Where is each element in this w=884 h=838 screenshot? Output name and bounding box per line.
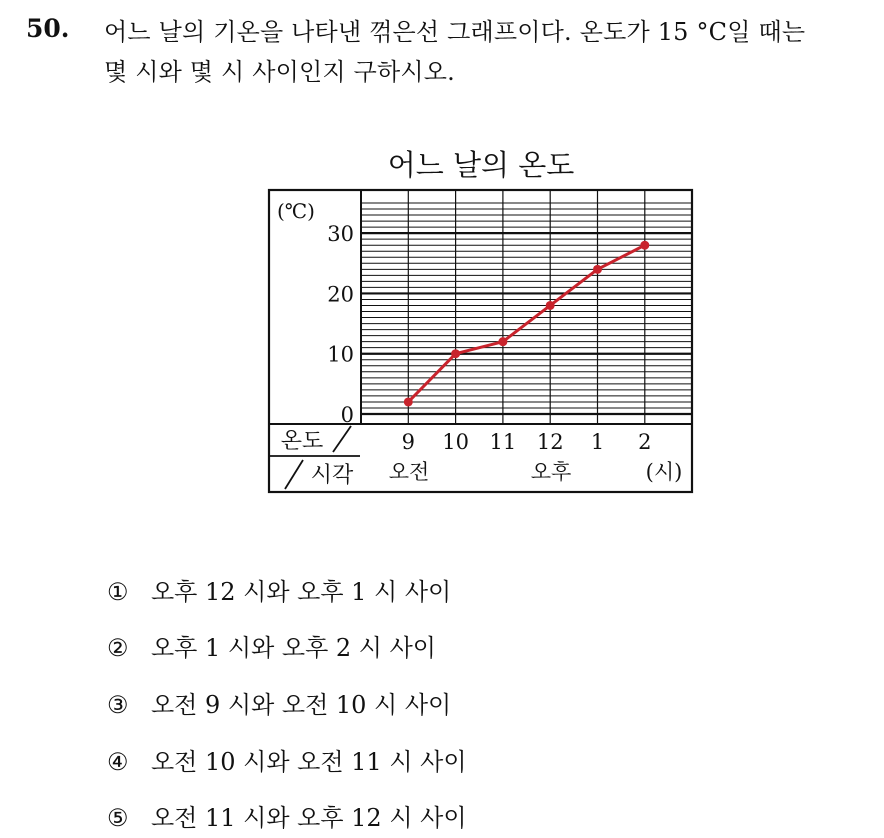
x-tick-label: 10 — [442, 430, 469, 454]
x-tick-label: 11 — [489, 430, 517, 454]
am-label: 오전 — [388, 460, 430, 484]
data-point — [404, 397, 413, 406]
y-tick-labels — [327, 222, 354, 427]
chart-title: 어느 날의 온도 — [387, 148, 575, 182]
axis-corner-slash-top — [333, 426, 351, 452]
data-point — [498, 337, 507, 346]
data-point — [593, 265, 602, 274]
data-point — [640, 241, 649, 250]
choice-1[interactable] — [107, 572, 451, 612]
pm-label: 오후 — [530, 460, 572, 484]
choice-4[interactable] — [107, 742, 467, 782]
y-tick-label: 10 — [327, 342, 354, 367]
choice-2-text: 오후 1 시와 오후 2 시 사이 — [151, 634, 436, 662]
choice-5[interactable] — [107, 798, 467, 838]
choice-5-mark: ⑤ — [107, 804, 129, 832]
question-text-line-1: 어느 날의 기온을 나타낸 꺾은선 그래프이다. 온도가 15 °C일 때는 — [104, 18, 806, 46]
choice-1-mark: ① — [107, 578, 129, 606]
x-tick-labels — [402, 430, 652, 454]
data-point — [451, 349, 460, 358]
data-point — [546, 301, 555, 310]
chart-grid — [361, 190, 692, 424]
axis-corner-slash-bottom — [285, 460, 303, 489]
x-tick-label: 12 — [536, 430, 564, 454]
choice-2[interactable] — [107, 628, 436, 668]
question-number: 50. — [26, 14, 70, 43]
x-tick-label: 1 — [590, 430, 605, 454]
choice-1-text: 오후 12 시와 오후 1 시 사이 — [151, 578, 452, 606]
y-unit-label: (℃) — [277, 199, 315, 223]
choice-4-mark: ④ — [107, 748, 129, 776]
choice-5-text: 오전 11 시와 오후 12 시 사이 — [151, 804, 467, 832]
y-tick-label: 20 — [327, 282, 354, 307]
x-axis-title: 시각 — [310, 463, 354, 488]
y-tick-label: 30 — [327, 222, 354, 247]
choice-3[interactable] — [107, 685, 451, 725]
y-tick-label: 0 — [340, 403, 354, 427]
x-tick-label: 9 — [401, 430, 415, 454]
choice-3-text: 오전 9 시와 오전 10 시 사이 — [151, 691, 452, 719]
x-tick-label: 2 — [638, 430, 652, 454]
choice-2-mark: ② — [107, 634, 129, 662]
hour-unit-label: (시) — [645, 460, 683, 484]
choice-4-text: 오전 10 시와 오전 11 시 사이 — [151, 748, 467, 776]
choice-3-mark: ③ — [107, 691, 129, 719]
y-axis-title: 온도 — [280, 429, 324, 454]
question-text-line-2: 몇 시와 몇 시 사이인지 구하시오. — [104, 58, 455, 86]
